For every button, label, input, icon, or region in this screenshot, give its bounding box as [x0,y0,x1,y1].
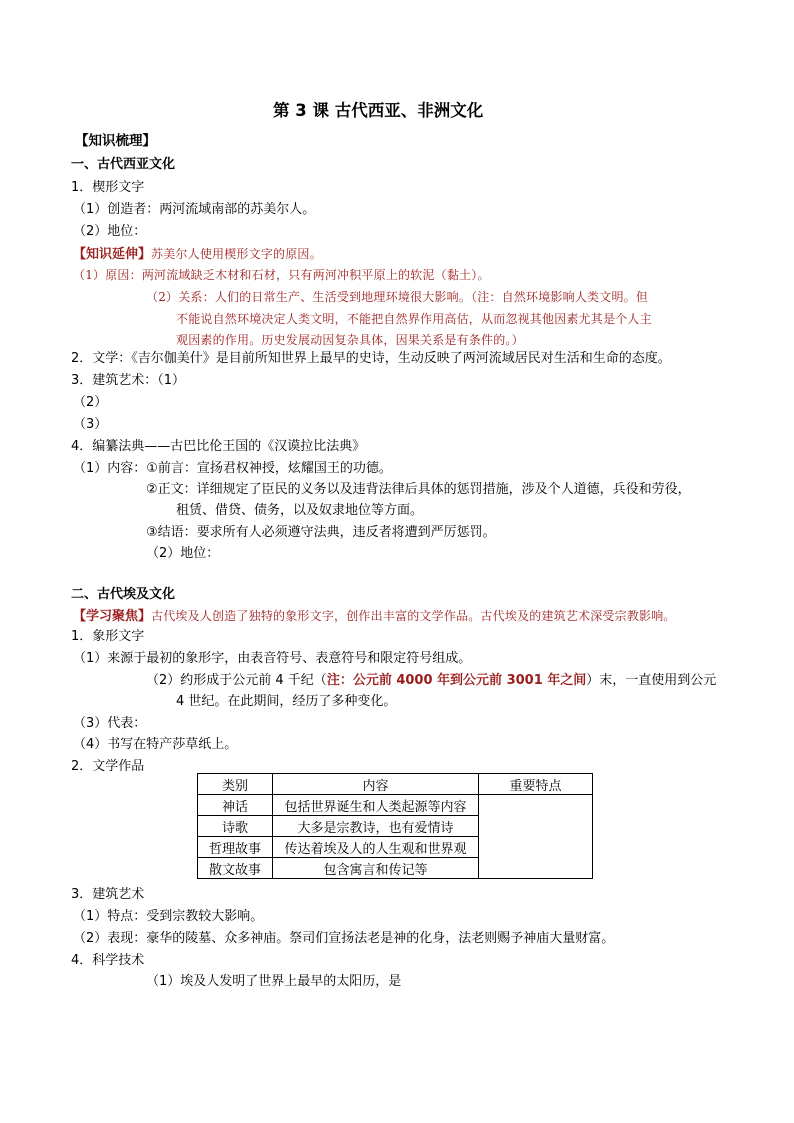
architecture-item-2: （2） [73,395,108,410]
table-cell: 包含寓言和传记等 [273,858,479,879]
cuneiform-creator: （1）创造者：两河流域南部的苏美尔人。 [73,202,316,217]
table-cell: 神话 [198,795,273,816]
table-row [198,795,593,816]
code-status: （2）地位： [146,546,220,561]
part1-heading: 一、古代西亚文化 [71,157,176,172]
architecture-item-3: （3） [73,417,108,432]
code-content-conclusion: ③结语：要求所有人必须遵守法典，违反者将遭到严厉惩罚。 [146,525,496,540]
hieroglyph-representative: （3）代表： [73,716,147,731]
literary-works-title: 2．文学作品 [71,759,145,774]
egypt-architecture-title: 3．建筑艺术 [71,887,145,902]
literature-line: 2．文学：《吉尔伽美什》是目前所知世界上最早的史诗，生动反映了两河流域居民对生活和生命的态度。 [71,351,671,366]
part2-heading: 二、古代埃及文化 [71,587,176,602]
extension-relation-cont1: 不能说自然环境决定人类文明，不能把自然界作用高估，从而忽视其他因素尤其是个人主 [176,312,652,326]
learning-focus [73,608,676,625]
table-cell: 传达着埃及人的人生观和世界观 [273,837,479,858]
knowledge-extension [73,246,322,263]
cuneiform-status: （2）地位： [73,224,147,239]
focus-text: 古代埃及人创造了独特的象形文字，创作出丰富的文学作品。古代埃及的建筑艺术深受宗教影响。 [151,609,676,623]
code-content-body: ②正文：详细规定了臣民的义务以及违背法律后具体的惩罚措施，涉及个人道德，兵役和劳役， [146,482,691,497]
egypt-architecture-expression: （2）表现：豪华的陵墓、众多神庙。祭司们宣扬法老是神的化身，法老则赐予神庙大量财富。 [73,931,615,946]
table-cell: 诗歌 [198,816,273,837]
table-header-row [198,774,593,795]
formation-text-a: （2）约形成于公元前 4 千纪（ [146,673,327,688]
table-cell-features [479,795,593,879]
science-solar-calendar: （1）埃及人发明了世界上最早的太阳历，是 [146,974,402,989]
formation-text-c: ）末，一直使用到公元 [586,673,717,688]
extension-relation: （2）关系：人们的日常生产、生活受到地理环境很大影响。（注：自然环境影响人类文明。但 [146,290,649,304]
table-cell: 包括世界诞生和人类起源等内容 [273,795,479,816]
extension-relation-cont2: 观因素的作用。历史发展动因复杂具体，因果关系是有条件的。） [176,333,524,347]
extension-text: 苏美尔人使用楔形文字的原因。 [151,247,322,261]
hieroglyph-formation [146,673,716,689]
section-heading: 【知识梳理】 [75,133,156,149]
code-content-body-cont: 租赁、借贷、债务，以及奴隶地位等方面。 [176,503,424,518]
hieroglyph-formation-cont: 4 世纪。在此期间，经历了多种变化。 [176,694,397,709]
literary-works-table [197,773,593,879]
formation-note: 注：公元前 4000 年到公元前 3001 年之间 [326,673,587,688]
extension-reason: （1）原因：两河流域缺乏木材和石材，只有两河冲积平原上的软泥（黏土）。 [73,268,490,282]
table-cell: 大多是宗教诗，也有爱情诗 [273,816,479,837]
table-cell: 哲理故事 [198,837,273,858]
hieroglyph-papyrus: （4）书写在特产莎草纸上。 [73,737,238,752]
code-title: 4．编纂法典——古巴比伦王国的《汉谟拉比法典》 [71,439,366,454]
cuneiform-title: 1．楔形文字 [71,180,145,195]
table-cell: 散文故事 [198,858,273,879]
architecture-title: 3．建筑艺术：（1） [71,373,186,388]
table-header: 内容 [273,774,479,795]
code-content-preface: （1）内容：①前言：宣扬君权神授，炫耀国王的功德。 [73,461,392,476]
table-header: 类别 [198,774,273,795]
extension-tag: 【知识延伸】 [73,247,152,262]
lesson-title: 第 3 课 古代西亚、非洲文化 [273,101,484,120]
hieroglyph-origin: （1）来源于最初的象形字，由表音符号、表意符号和限定符号组成。 [73,651,472,666]
focus-tag: 【学习聚焦】 [73,609,152,624]
hieroglyph-title: 1．象形文字 [71,629,145,644]
egypt-architecture-feature: （1）特点：受到宗教较大影响。 [73,909,264,924]
table-header: 重要特点 [479,774,593,795]
science-title: 4．科学技术 [71,953,145,968]
